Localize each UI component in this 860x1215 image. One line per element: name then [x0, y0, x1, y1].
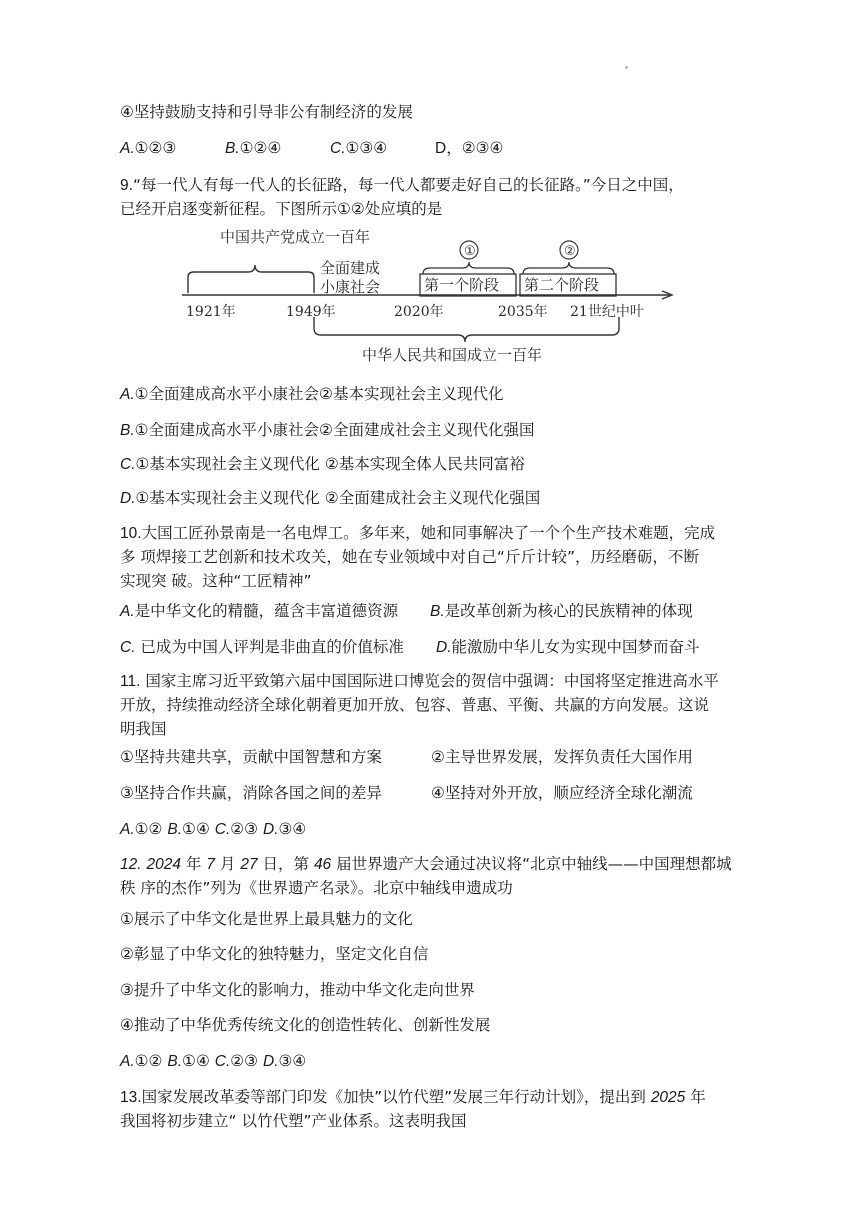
q12-item-1: ①展示了中华文化是世界上最具魅力的文化 — [120, 910, 413, 928]
q8-item-4: ④坚持鼓励支持和引导非公有制经济的发展 — [120, 103, 413, 121]
q13-stem-line-2: 我国将初步建立“ 以竹代塑”产业体系。这表明我国 — [120, 1112, 467, 1130]
top-brace — [188, 265, 314, 293]
q9-option-d: D.①基本实现社会主义现代化 ②全面建成社会主义现代化强国 — [120, 489, 541, 507]
stage2-label: 第二个阶段 — [524, 276, 600, 294]
q11-options-row: A.①② B.①④ C.②③ D.③④ — [120, 820, 307, 838]
q11-stem-line-3: 明我国 — [120, 720, 167, 738]
q11-item-3: ③坚持合作共赢，消除各国之间的差异 — [120, 784, 382, 802]
q11-item-1: ①坚持共建共享，贡献中国智慧和方案 — [120, 748, 382, 766]
q8-option-a: A.①②③ — [120, 139, 177, 157]
stage1-brace — [423, 262, 514, 274]
q9-option-a: A.①全面建成高水平小康社会②基本实现社会主义现代化 — [120, 385, 504, 403]
q9-stem-line-1: 9.“每一代人有每一代人的长征路，每一代人都要走好自己的长征路。”今日之中国， — [120, 176, 684, 194]
q11-stem-line-1: 11. 国家主席习近平致第六届中国国际进口博览会的贺信中强调：中国将坚定推进高水平 — [120, 672, 719, 690]
stage0-label-line1: 全面建成 — [320, 259, 381, 277]
tick-1921: 1921年 — [186, 304, 236, 320]
timeline-diagram — [180, 220, 680, 365]
q8-option-d: D，②③④ — [435, 139, 504, 157]
stage2-brace — [523, 262, 614, 274]
stage0-label-line2: 小康社会 — [320, 278, 381, 296]
stage1-label: 第一个阶段 — [424, 276, 500, 294]
tick-2035: 2035年 — [498, 304, 548, 320]
q10-option-a: A.是中华文化的精髓，蕴含丰富道德资源 — [120, 602, 399, 620]
q12-stem-line-1: 12. 2024 年 7 月 27 日，第 46 届世界遗产大会通过决议将“北京中轴线——中国理想都城 — [120, 855, 732, 873]
circle-2-label: ② — [564, 244, 576, 259]
q10-stem-line-1: 10.大国工匠孙景南是一名电焊工。多年来，她和同事解决了一个个生产技术难题，完成 — [120, 524, 716, 542]
q9-stem-line-2: 已经开启逐变新征程。下图所示①②处应填的是 — [120, 200, 443, 218]
q12-stem-line-2: 秩 序的杰作”列为《世界遗产名录》。北京中轴线申遗成功 — [120, 879, 513, 897]
q11-item-2: ②主导世界发展，发挥负责任大国作用 — [431, 748, 693, 766]
q12-item-3: ③提升了中华文化的影响力，推动中华文化走向世界 — [120, 981, 475, 999]
q11-stem-line-2: 开放，持续推动经济全球化朝着更加开放、包容、普惠、平衡、共赢的方向发展。这说 — [120, 696, 710, 714]
q9-option-c: C.①基本实现社会主义现代化 ②基本实现全体人民共同富裕 — [120, 455, 525, 473]
top-brace-label: 中国共产党成立一百年 — [220, 228, 371, 246]
q10-stem-line-3: 实现突 破。这种“工匠精神” — [120, 572, 312, 590]
q10-option-c: C. 已成为中国人评判是非曲直的价值标准 — [120, 638, 404, 656]
scan-speck — [625, 66, 628, 69]
tick-1949: 1949年 — [286, 304, 336, 320]
q8-option-c: C.①③④ — [330, 139, 388, 157]
q11-item-4: ④坚持对外开放，顺应经济全球化潮流 — [431, 784, 693, 802]
q8-option-b: B.①②④ — [225, 139, 282, 157]
q10-option-b: B.是改革创新为核心的民族精神的体现 — [430, 602, 693, 620]
tick-2020: 2020年 — [394, 304, 444, 320]
q10-stem-line-2: 多 项焊接工艺创新和技术攻关，她在专业领域中对自己“斤斤计较”，历经磨砺，不断 — [120, 548, 699, 566]
q10-option-d: D.能激励中华儿女为实现中国梦而奋斗 — [436, 638, 700, 656]
circle-1-label: ① — [464, 244, 476, 259]
q13-stem-line-1: 13.国家发展改革委等部门印发《加快”以竹代塑”发展三年行动计划》，提出到 2025 年 — [120, 1088, 706, 1106]
q12-options-row: A.①② B.①④ C.②③ D.③④ — [120, 1052, 307, 1070]
q12-item-4: ④推动了中华优秀传统文化的创造性转化、创新性发展 — [120, 1016, 491, 1034]
bottom-brace — [314, 317, 619, 342]
bottom-brace-label: 中华人民共和国成立一百年 — [362, 346, 543, 364]
q12-item-2: ②彰显了中华文化的独特魅力，坚定文化自信 — [120, 945, 429, 963]
tick-21st-century-mid: 21世纪中叶 — [570, 304, 644, 320]
q9-option-b: B.①全面建成高水平小康社会②全面建成社会主义现代化强国 — [120, 421, 535, 439]
